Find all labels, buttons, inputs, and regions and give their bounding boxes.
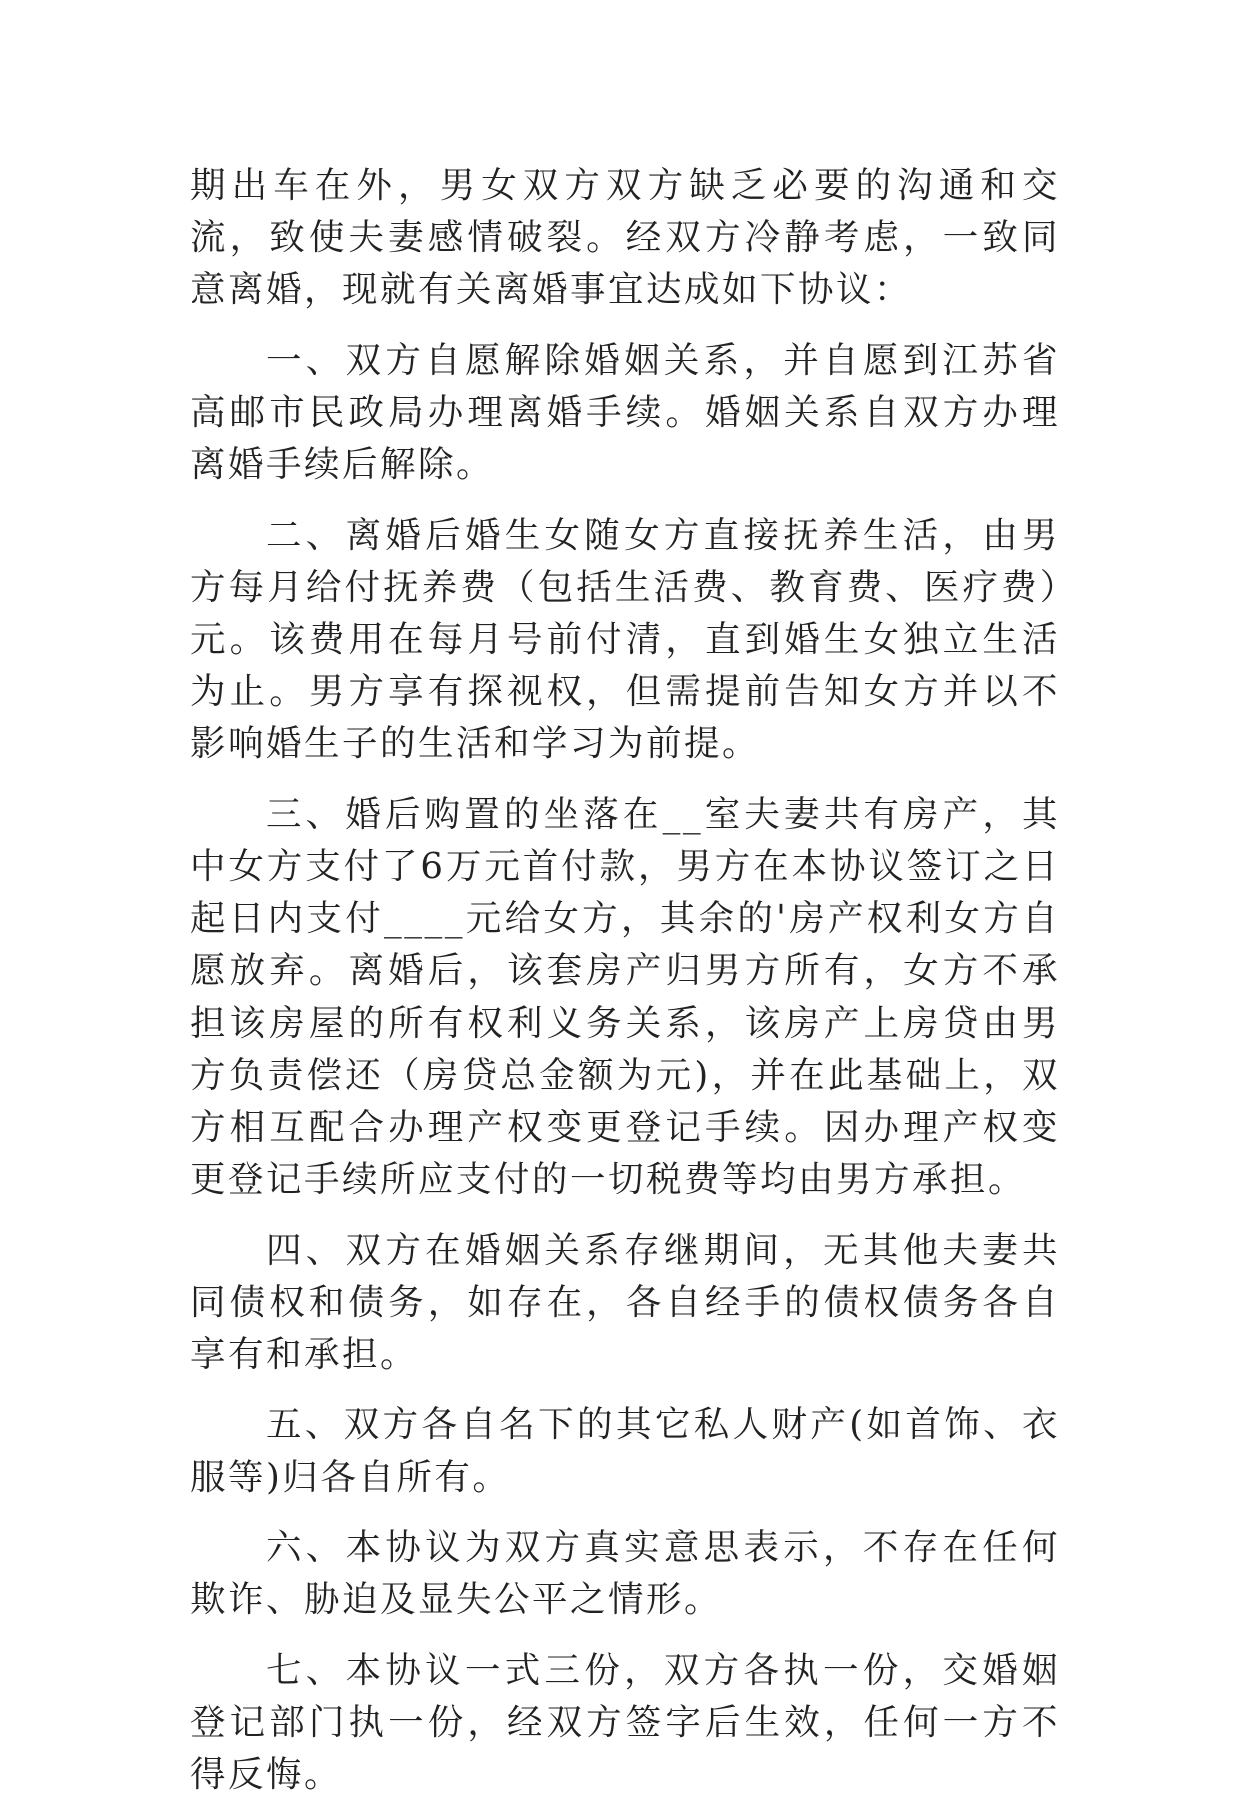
paragraph-clause-6: 六、本协议为双方真实意思表示，不存在任何欺诈、胁迫及显失公平之情形。 bbox=[190, 1527, 1060, 1621]
paragraph-clause-2: 二、离婚后婚生女随女方直接抚养生活，由男方每月给付抚养费（包括生活费、教育费、医疗费）元。该费用在每月号前付清，直到婚生女独立生活为止。男方享有探视权，但需提前告知女方并以不影响婚生子的生活和学习为前提。 bbox=[190, 514, 1060, 765]
paragraph-clause-7: 七、本协议一式三份，双方各执一份，交婚姻登记部门执一份，经双方签字后生效，任何一方不得反悔。 bbox=[190, 1649, 1060, 1795]
paragraph-intro: 期出车在外，男女双方双方缺乏必要的沟通和交流，致使夫妻感情破裂。经双方冷静考虑，一致同意离婚，现就有关离婚事宜达成如下协议： bbox=[190, 165, 1060, 311]
paragraph-clause-3: 三、婚后购置的坐落在__室夫妻共有房产，其中女方支付了6万元首付款，男方在本协议签订之日起日内支付____元给女方，其余的'房产权利女方自愿放弃。离婚后，该套房产归男方所有，女方不承担该房屋的所有权利义务关系，该房产上房贷由男方负责偿还（房贷总金额为元)，并在此基础上，双方相互配合办理产权变更登记手续。因办理产权变更登记手续所应支付的一切税费等均由男方承担。 bbox=[190, 793, 1060, 1201]
document-body bbox=[190, 160, 1060, 1819]
paragraph-clause-5: 五、双方各自名下的其它私人财产(如首饰、衣服等)归各自所有。 bbox=[190, 1404, 1060, 1498]
paragraph-clause-4: 四、双方在婚姻关系存继期间，无其他夫妻共同债权和债务，如存在，各自经手的债权债务各自享有和承担。 bbox=[190, 1229, 1060, 1376]
paragraph-clause-1: 一、双方自愿解除婚姻关系，并自愿到江苏省高邮市民政局办理离婚手续。婚姻关系自双方办理离婚手续后解除。 bbox=[190, 339, 1060, 486]
